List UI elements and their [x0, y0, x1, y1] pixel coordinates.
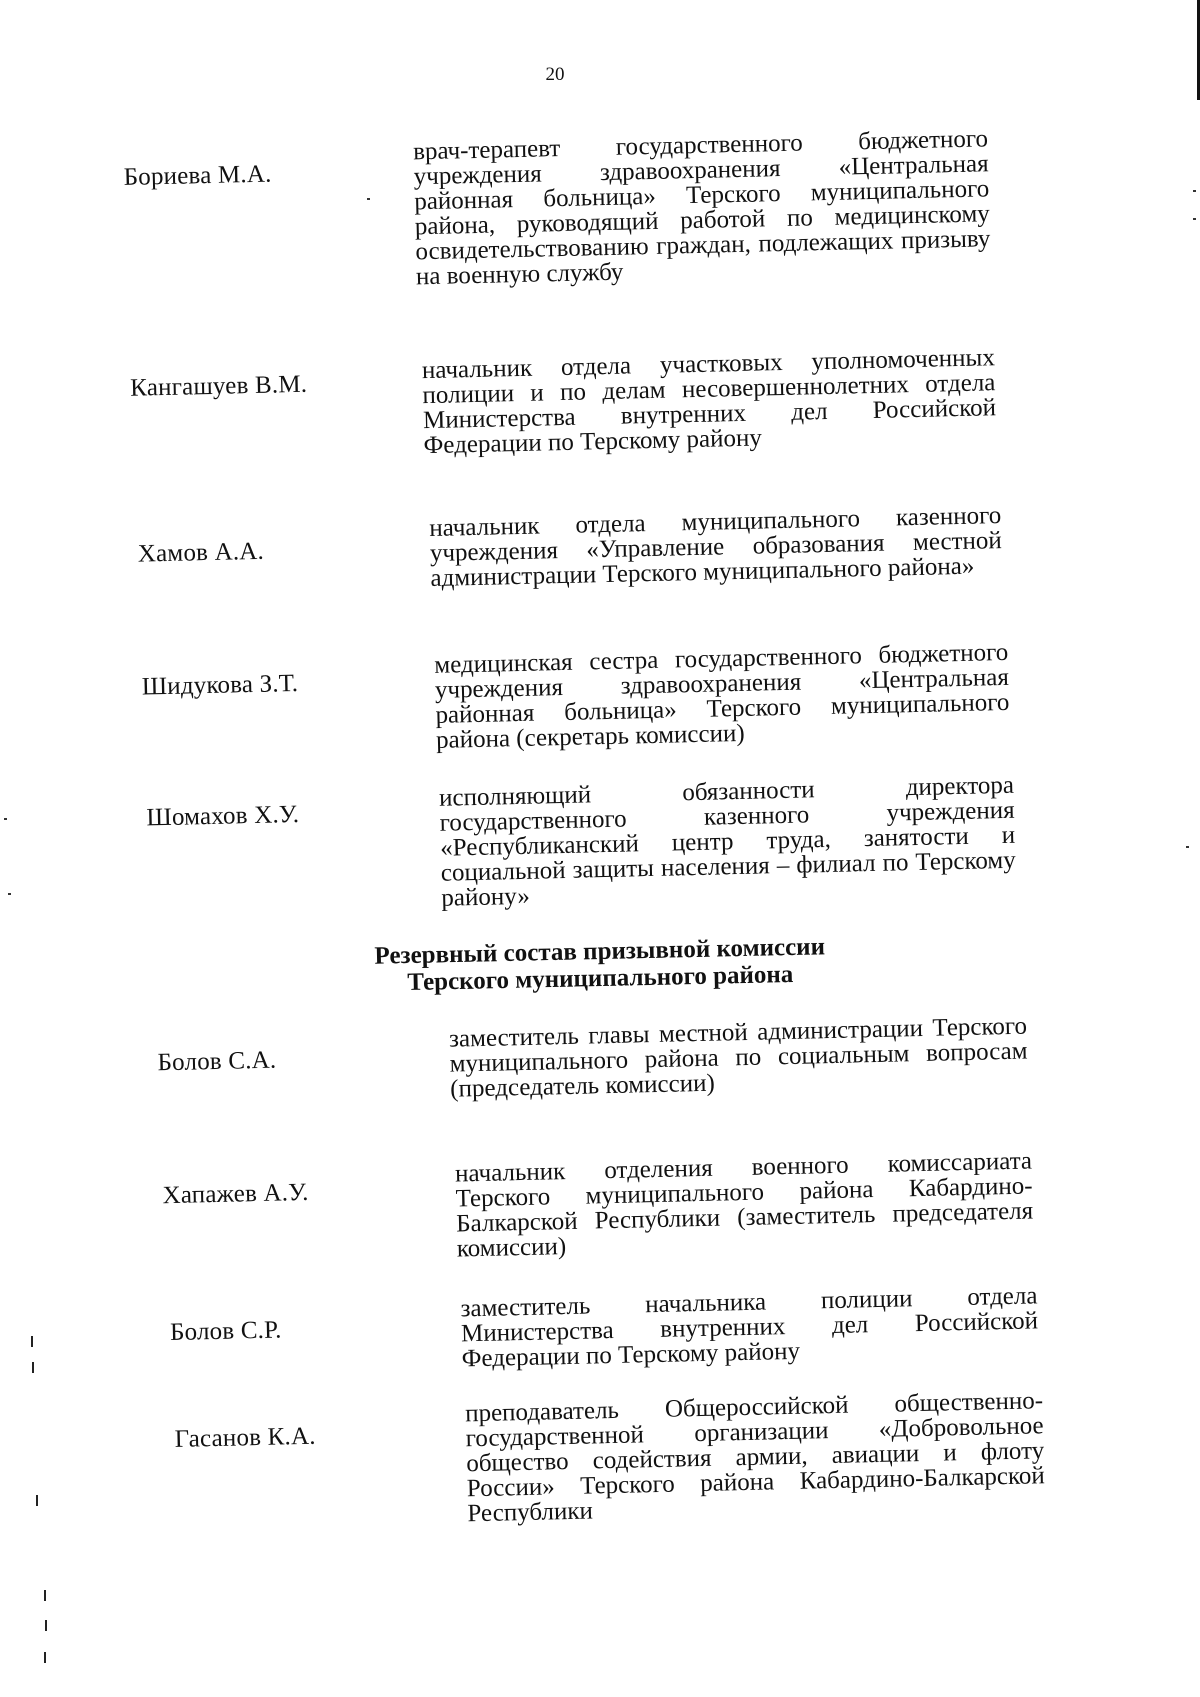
- member-description: исполняющий обязанности директора государственного казенного учреждения «Республиканский центр труда, занятости и социальной защиты населения – филиал по Терскому району»: [438, 771, 1016, 912]
- scan-speck: [4, 818, 7, 820]
- member-description: преподаватель Общероссийской общественно-государственной организации «Добровольное общество содействия армии, авиации и флоту России» Терского района Кабардино-Балкарской Республики: [464, 1387, 1046, 1528]
- member-entry: [0, 333, 1198, 460]
- page-number: 20: [545, 64, 565, 85]
- member-description: врач-терапевт государственного бюджетного учреждения здравоохранения «Центральная районная больница» Терского муниципального района, руководящий работой по медицинскому освидетельствованию граждан, подлежащих призыву на военную службу: [412, 125, 991, 291]
- scan-speck: [1193, 218, 1196, 220]
- reserve-section-heading: [319, 932, 880, 998]
- member-description: начальник отдела муниципального казенного учреждения «Управление образования местной администрации Терского муниципального района»: [429, 502, 1003, 592]
- reserve-heading-line-2: Терского муниципального района: [407, 960, 794, 997]
- member-description: медицинская сестра государственного бюджетного учреждения здравоохранения «Центральная районная больница» Терского муниципального района (секретарь комиссии): [434, 638, 1010, 754]
- member-entry: [0, 763, 1198, 912]
- member-name: Бориева М.А.: [123, 160, 272, 191]
- margin-tick: [31, 1336, 33, 1347]
- margin-tick: [36, 1495, 38, 1506]
- member-name: Шидукова З.Т.: [141, 669, 299, 701]
- member-name: Болов С.А.: [157, 1046, 277, 1077]
- reserve-member-entry: [0, 1139, 1199, 1263]
- scan-speck: [367, 198, 370, 200]
- member-name: Кангашуев В.М.: [129, 370, 308, 402]
- member-entry: [0, 628, 1199, 754]
- member-name: Болов С.Р.: [169, 1316, 282, 1347]
- margin-tick: [44, 1652, 46, 1663]
- member-entry: [0, 493, 1199, 592]
- member-description: заместитель начальника полиции отдела Министерства внутренних дел Российской Федерации по Терскому району: [460, 1282, 1039, 1373]
- member-name: Гасанов К.А.: [174, 1422, 316, 1453]
- member-name: Хапажев А.У.: [162, 1178, 309, 1210]
- member-name: Шомахов Х.У.: [146, 800, 300, 832]
- scan-speck: [8, 893, 11, 895]
- member-name: Хамов А.А.: [137, 537, 265, 568]
- margin-tick: [44, 1590, 46, 1601]
- margin-tick: [45, 1620, 47, 1631]
- member-description: начальник отдела участковых уполномоченных полиции и по делам несовершеннолетних отдела Министерства внутренних дел Российской Федерации по Терскому району: [421, 344, 997, 460]
- reserve-member-entry: [0, 1377, 1199, 1528]
- scan-speck: [1193, 190, 1196, 192]
- scan-speck: [1186, 846, 1189, 848]
- reserve-member-entry: [0, 1004, 1199, 1103]
- reserve-member-entry: [0, 1274, 1199, 1373]
- member-entry: [0, 118, 1198, 291]
- margin-tick: [32, 1362, 34, 1373]
- reserve-heading-line-1: Резервный состав призывной комиссии: [374, 933, 826, 970]
- member-description: заместитель главы местной администрации Терского муниципального района по социальным вопросам (председатель комиссии): [448, 1012, 1028, 1103]
- member-description: начальник отделения военного комиссариата Терского муниципального района Кабардино-Балкарской Республики (заместитель председателя комиссии): [454, 1147, 1034, 1263]
